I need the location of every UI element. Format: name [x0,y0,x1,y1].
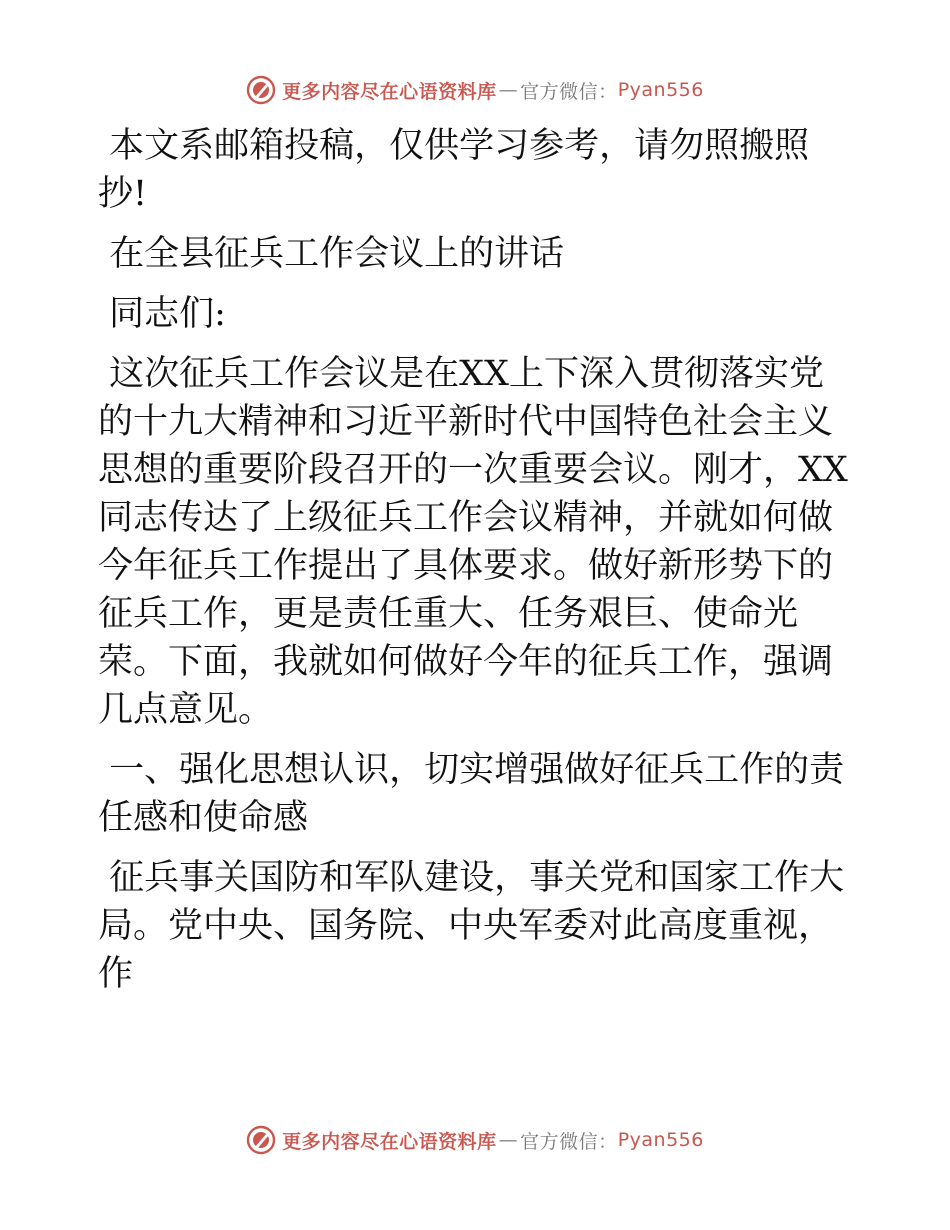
watermark-header [0,70,950,110]
section-1-heading: 一、强化思想认识，切实增强做好征兵工作的责任感和使命感 [98,750,845,838]
pen-seal-icon [246,1125,276,1155]
watermark-separator: — [498,1129,519,1151]
watermark-brand: 更多内容尽在心语资料库 [282,80,497,103]
copyright-notice: 本文系邮箱投稿，仅供学习参考，请勿照搬照抄! [98,126,810,214]
section-1-paragraph: 征兵事关国防和军队建设，事关党和国家工作大局。党中央、国务院、中央军委对此高度重视，作 [98,858,845,994]
intro-paragraph: 这次征兵工作会议是在XX上下深入贯彻落实党的十九大精神和习近平新时代中国特色社会主义思想的重要阶段召开的一次重要会议。刚才，XX同志传达了上级征兵工作会议精神，并就如何做今年征兵工作提出了具体要求。做好新形势下的征兵工作，更是责任重大、任务艰巨、使命光荣。下面，我就如何做好今年的征兵工作，强调几点意见。 [98,354,848,730]
watermark-footer [0,1120,950,1160]
watermark-label: 官方微信： [520,1130,618,1153]
document-body [98,122,858,1010]
speech-title: 在全县征兵工作会议上的讲话 [98,234,565,274]
watermark-label: 官方微信： [520,80,618,103]
salutation: 同志们: [98,294,226,334]
watermark-wechat-id: Pyan556 [617,79,704,101]
watermark-brand: 更多内容尽在心语资料库 [282,1130,497,1153]
watermark-wechat-id: Pyan556 [617,1129,704,1151]
pen-seal-icon [246,75,276,105]
watermark-separator: — [498,79,519,101]
